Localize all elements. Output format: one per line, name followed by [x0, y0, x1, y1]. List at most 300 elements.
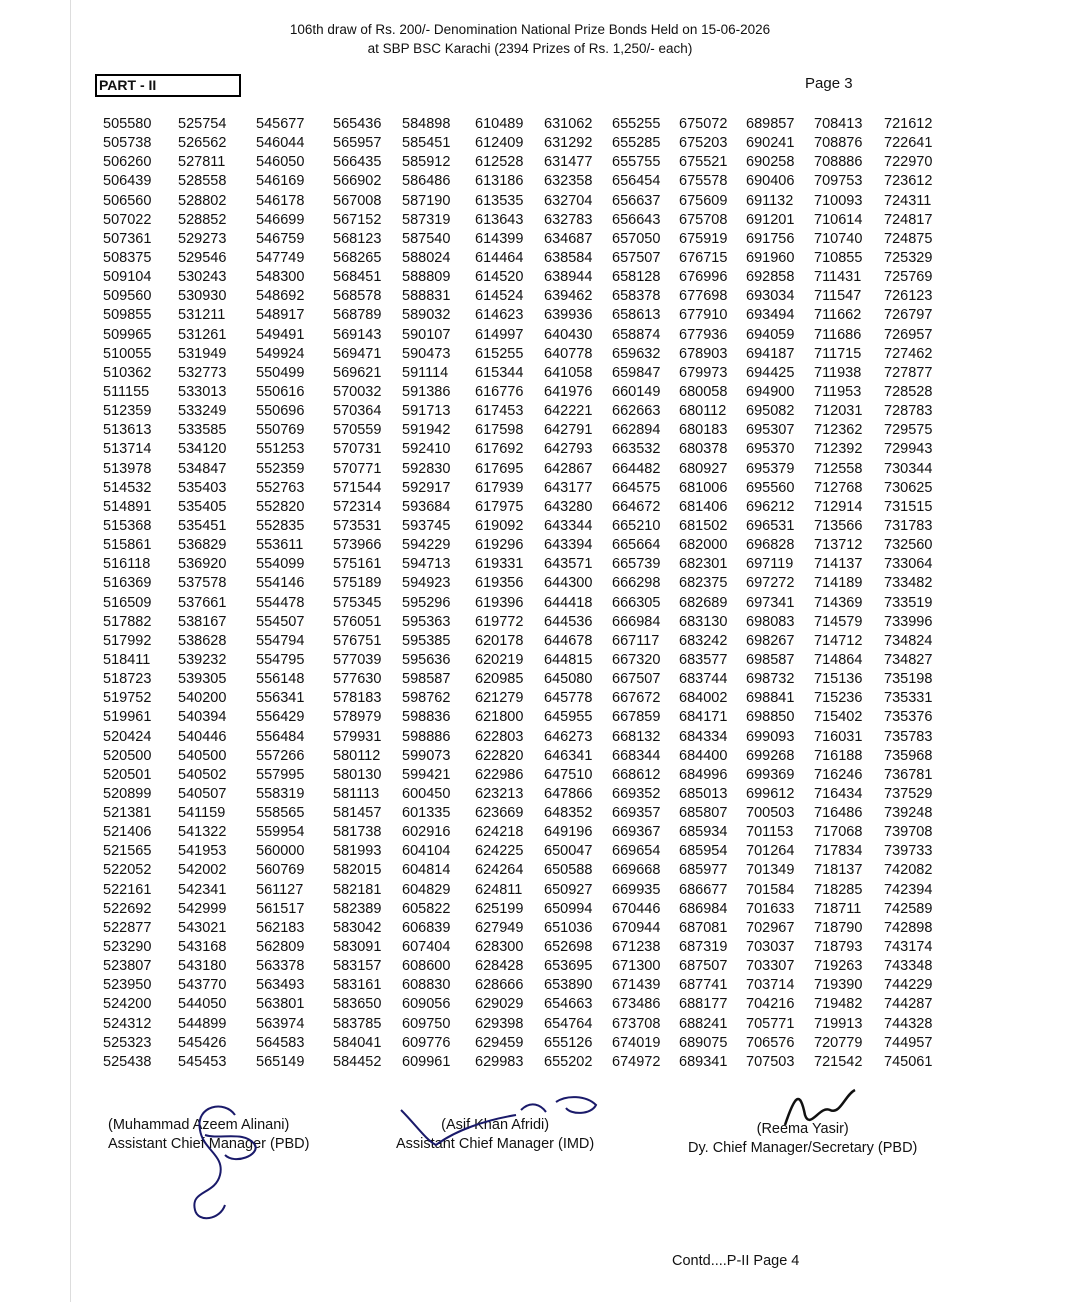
- bond-number: 657050: [612, 230, 661, 247]
- bond-number: 525754: [178, 116, 227, 132]
- bond-number: 506439: [103, 173, 152, 190]
- bond-number: 735783: [884, 728, 933, 745]
- bond-number: 694900: [746, 383, 795, 400]
- bond-number: 624264: [475, 862, 524, 879]
- bond-number: 592830: [402, 460, 451, 477]
- bond-number: 717834: [814, 843, 863, 860]
- table-row: [103, 842, 943, 861]
- bond-number: 705771: [746, 1015, 795, 1032]
- bond-number: 537578: [178, 575, 227, 592]
- bond-number: 519961: [103, 709, 152, 726]
- bond-number: 540200: [178, 690, 227, 707]
- bond-number: 590473: [402, 345, 451, 362]
- bond-number: 556148: [256, 671, 305, 688]
- bond-number: 704216: [746, 996, 795, 1013]
- bond-number: 608600: [402, 958, 451, 975]
- bond-number: 727877: [884, 364, 933, 381]
- bond-number: 613535: [475, 192, 524, 209]
- bond-number: 714712: [814, 632, 863, 649]
- bond-number: 714864: [814, 651, 863, 668]
- bond-number: 593684: [402, 498, 451, 515]
- bond-number: 640430: [544, 326, 593, 343]
- bond-number: 689341: [679, 1053, 728, 1070]
- bond-number: 518723: [103, 671, 152, 688]
- bond-number: 568123: [333, 230, 382, 247]
- table-row: [103, 708, 943, 727]
- bond-number: 724875: [884, 230, 933, 247]
- bond-number: 744328: [884, 1015, 933, 1032]
- bond-number: 518411: [103, 651, 151, 668]
- bond-number: 702967: [746, 919, 795, 936]
- bond-number: 653695: [544, 958, 593, 975]
- bond-number: 699093: [746, 728, 795, 745]
- bond-number: 512359: [103, 403, 152, 420]
- bond-number: 690241: [746, 135, 795, 152]
- bond-number: 739733: [884, 843, 933, 860]
- bond-number: 714137: [814, 556, 863, 573]
- bond-number: 526562: [178, 135, 227, 152]
- bond-number: 538628: [178, 632, 227, 649]
- bond-number: 667117: [612, 632, 660, 649]
- bond-number: 556484: [256, 728, 305, 745]
- bond-number: 505738: [103, 135, 152, 152]
- bond-number: 583650: [333, 996, 382, 1013]
- bond-number: 513978: [103, 460, 152, 477]
- bond-number: 617453: [475, 403, 524, 420]
- bond-number: 599073: [402, 747, 451, 764]
- bond-number: 514891: [103, 498, 152, 515]
- bond-number: 642793: [544, 441, 593, 458]
- bond-number: 537661: [178, 594, 227, 611]
- bond-number: 655255: [612, 116, 661, 132]
- bond-number: 570559: [333, 422, 382, 439]
- bond-number: 583042: [333, 919, 382, 936]
- bond-number: 718711: [814, 900, 862, 917]
- bond-number: 554146: [256, 575, 305, 592]
- bond-number: 614524: [475, 288, 524, 305]
- bond-number: 711686: [814, 326, 862, 343]
- bond-number: 572314: [333, 498, 382, 515]
- bond-number: 671439: [612, 977, 661, 994]
- bond-number: 658613: [612, 307, 661, 324]
- table-row: [103, 823, 943, 842]
- bond-number: 685977: [679, 862, 728, 879]
- bond-number: 675609: [679, 192, 728, 209]
- bond-number: 540394: [178, 709, 227, 726]
- bond-number: 617975: [475, 498, 524, 515]
- bond-number: 666298: [612, 575, 661, 592]
- bond-number: 624225: [475, 843, 524, 860]
- bond-number: 575161: [333, 556, 382, 573]
- bond-number: 588831: [402, 288, 451, 305]
- bond-number: 669357: [612, 805, 661, 822]
- bond-number: 548300: [256, 269, 305, 286]
- bond-number: 571544: [333, 479, 382, 496]
- bond-number: 708413: [814, 116, 863, 132]
- bond-number: 566435: [333, 154, 382, 171]
- bond-number: 693494: [746, 307, 795, 324]
- bond-number: 511155: [103, 383, 150, 400]
- bond-number: 573966: [333, 537, 382, 554]
- bond-number: 712031: [814, 403, 863, 420]
- bond-number: 623213: [475, 785, 524, 802]
- bond-number: 623669: [475, 805, 524, 822]
- bond-number: 619296: [475, 537, 524, 554]
- table-row: [103, 976, 943, 995]
- bond-number: 724817: [884, 211, 933, 228]
- bond-number: 614464: [475, 249, 524, 266]
- bond-number: 551253: [256, 441, 305, 458]
- bond-number: 569621: [333, 364, 382, 381]
- bond-number: 681406: [679, 498, 728, 515]
- bond-number: 521406: [103, 824, 152, 841]
- bond-number: 668132: [612, 728, 661, 745]
- bond-number: 683242: [679, 632, 728, 649]
- bond-number: 691756: [746, 230, 795, 247]
- bond-number: 581457: [333, 805, 382, 822]
- table-row: [103, 747, 943, 766]
- bond-number: 744229: [884, 977, 933, 994]
- bond-number: 567152: [333, 211, 382, 228]
- bond-number: 577630: [333, 671, 382, 688]
- table-row: [103, 555, 943, 574]
- bond-number: 714369: [814, 594, 863, 611]
- bond-number: 570731: [333, 441, 382, 458]
- table-row: [103, 1053, 943, 1072]
- bond-number: 594713: [402, 556, 451, 573]
- bond-number: 598886: [402, 728, 451, 745]
- bond-number: 699369: [746, 766, 795, 783]
- bond-number: 604829: [402, 881, 451, 898]
- bond-number: 647510: [544, 766, 593, 783]
- bond-number: 720779: [814, 1034, 863, 1051]
- bond-number: 732560: [884, 537, 933, 554]
- bond-number: 614997: [475, 326, 524, 343]
- bond-number: 575345: [333, 594, 382, 611]
- bond-number: 520899: [103, 785, 152, 802]
- bond-number: 712768: [814, 479, 863, 496]
- bond-number: 703307: [746, 958, 795, 975]
- bond-number: 691201: [746, 211, 795, 228]
- bond-number: 669367: [612, 824, 661, 841]
- bond-number: 510362: [103, 364, 152, 381]
- table-row: [103, 881, 943, 900]
- table-row: [103, 594, 943, 613]
- bond-number: 550499: [256, 364, 305, 381]
- bond-number: 710740: [814, 230, 863, 247]
- bond-number: 698841: [746, 690, 795, 707]
- bond-number: 712362: [814, 422, 863, 439]
- bond-number: 533013: [178, 383, 227, 400]
- bond-number: 727462: [884, 345, 933, 362]
- bond-number: 687319: [679, 939, 728, 956]
- bond-number: 532773: [178, 364, 227, 381]
- bond-number: 718790: [814, 919, 863, 936]
- bond-number: 680927: [679, 460, 728, 477]
- bond-number: 728528: [884, 383, 933, 400]
- bond-number: 558319: [256, 785, 305, 802]
- bond-number: 733519: [884, 594, 933, 611]
- bond-number: 687081: [679, 919, 728, 936]
- bond-number: 510055: [103, 345, 152, 362]
- bond-number: 619396: [475, 594, 524, 611]
- bond-number: 507022: [103, 211, 152, 228]
- bond-number: 642867: [544, 460, 593, 477]
- bond-number: 541322: [178, 824, 227, 841]
- bond-number: 541953: [178, 843, 227, 860]
- bond-number: 654663: [544, 996, 593, 1013]
- bond-number: 549924: [256, 345, 305, 362]
- bond-number: 717068: [814, 824, 863, 841]
- bond-number: 676996: [679, 269, 728, 286]
- bond-number: 565957: [333, 135, 382, 152]
- bond-number: 563378: [256, 958, 305, 975]
- table-row: [103, 421, 943, 440]
- bond-number: 524200: [103, 996, 152, 1013]
- bond-number: 547749: [256, 249, 305, 266]
- bond-number: 658874: [612, 326, 661, 343]
- bond-number: 669935: [612, 881, 661, 898]
- bond-number: 606839: [402, 919, 451, 936]
- bond-number: 662894: [612, 422, 661, 439]
- document-header: [270, 20, 790, 58]
- bond-number: 643571: [544, 556, 593, 573]
- bond-number: 541159: [178, 805, 226, 822]
- bond-number: 552820: [256, 498, 305, 515]
- bond-number: 523807: [103, 958, 152, 975]
- bond-number: 529546: [178, 249, 227, 266]
- bond-number: 643394: [544, 537, 593, 554]
- bond-number: 528558: [178, 173, 227, 190]
- bond-number: 614623: [475, 307, 524, 324]
- bond-number: 524312: [103, 1015, 152, 1032]
- bond-number: 617939: [475, 479, 524, 496]
- bond-number: 545453: [178, 1053, 227, 1070]
- bond-number: 711953: [814, 383, 862, 400]
- bond-number: 697119: [746, 556, 794, 573]
- bond-number: 540507: [178, 785, 227, 802]
- bond-number: 535451: [178, 517, 227, 534]
- bond-number: 627949: [475, 919, 524, 936]
- bond-number: 639462: [544, 288, 593, 305]
- bond-number: 559954: [256, 824, 305, 841]
- bond-number: 698850: [746, 709, 795, 726]
- bond-number: 710093: [814, 192, 863, 209]
- bond-number: 581738: [333, 824, 382, 841]
- bond-number: 609750: [402, 1015, 451, 1032]
- bond-number: 677698: [679, 288, 728, 305]
- bond-number: 697341: [746, 594, 795, 611]
- bond-number: 628428: [475, 958, 524, 975]
- bond-number: 643280: [544, 498, 593, 515]
- bond-number: 689075: [679, 1034, 728, 1051]
- bond-number: 667320: [612, 651, 661, 668]
- bond-number: 591386: [402, 383, 451, 400]
- bond-number: 619092: [475, 517, 524, 534]
- bond-number: 685013: [679, 785, 728, 802]
- table-row: [103, 172, 943, 191]
- bond-number: 712558: [814, 460, 863, 477]
- bond-number: 711662: [814, 307, 862, 324]
- bond-number: 569143: [333, 326, 382, 343]
- bond-number: 632358: [544, 173, 593, 190]
- bond-number: 745061: [884, 1053, 933, 1070]
- bond-number: 675578: [679, 173, 728, 190]
- bond-number: 530930: [178, 288, 227, 305]
- bond-number: 552763: [256, 479, 305, 496]
- prize-number-table: [103, 115, 943, 1072]
- bond-number: 685807: [679, 805, 728, 822]
- bond-number: 610489: [475, 116, 524, 132]
- bond-number: 687507: [679, 958, 728, 975]
- bond-number: 568789: [333, 307, 382, 324]
- bond-number: 669654: [612, 843, 661, 860]
- bond-number: 617598: [475, 422, 524, 439]
- table-row: [103, 900, 943, 919]
- bond-number: 648352: [544, 805, 593, 822]
- bond-number: 575189: [333, 575, 382, 592]
- table-row: [103, 728, 943, 747]
- bond-number: 508375: [103, 249, 152, 266]
- table-row: [103, 613, 943, 632]
- bond-number: 601335: [402, 805, 451, 822]
- bond-number: 556429: [256, 709, 305, 726]
- bond-number: 590107: [402, 326, 451, 343]
- bond-number: 680112: [679, 403, 727, 420]
- continuation-note: Contd....P-II Page 4: [672, 1253, 800, 1269]
- bond-number: 624811: [475, 881, 523, 898]
- header-line-2: at SBP BSC Karachi (2394 Prizes of Rs. 1,250/- each): [367, 41, 693, 56]
- bond-number: 588024: [402, 249, 451, 266]
- bond-number: 734827: [884, 651, 933, 668]
- bond-number: 560000: [256, 843, 305, 860]
- bond-number: 583091: [333, 939, 382, 956]
- bond-number: 568578: [333, 288, 382, 305]
- bond-number: 639936: [544, 307, 593, 324]
- bond-number: 683744: [679, 671, 728, 688]
- bond-number: 731783: [884, 517, 933, 534]
- bond-number: 696531: [746, 517, 795, 534]
- bond-number: 664672: [612, 498, 661, 515]
- bond-number: 721542: [814, 1053, 863, 1070]
- bond-number: 684400: [679, 747, 728, 764]
- bond-number: 645778: [544, 690, 593, 707]
- bond-number: 598762: [402, 690, 451, 707]
- bond-number: 744287: [884, 996, 933, 1013]
- bond-number: 632704: [544, 192, 593, 209]
- bond-number: 675708: [679, 211, 728, 228]
- bond-number: 655202: [544, 1053, 593, 1070]
- table-row: [103, 632, 943, 651]
- bond-number: 525323: [103, 1034, 152, 1051]
- bond-number: 616776: [475, 383, 524, 400]
- bond-number: 549491: [256, 326, 305, 343]
- bond-number: 739248: [884, 805, 933, 822]
- bond-number: 554507: [256, 613, 305, 630]
- bond-number: 531261: [178, 326, 227, 343]
- signature-scrawl-left: [165, 1095, 275, 1230]
- bond-number: 515861: [103, 537, 152, 554]
- bond-number: 735376: [884, 709, 933, 726]
- table-row: [103, 861, 943, 880]
- bond-number: 742589: [884, 900, 933, 917]
- bond-number: 565149: [256, 1053, 305, 1070]
- bond-number: 730625: [884, 479, 933, 496]
- bond-number: 716246: [814, 766, 863, 783]
- bond-number: 631477: [544, 154, 593, 171]
- bond-number: 657507: [612, 249, 661, 266]
- bond-number: 703037: [746, 939, 795, 956]
- bond-number: 698267: [746, 632, 795, 649]
- signatory-name: (Muhammad Azeem Alinani): [108, 1117, 290, 1133]
- bond-number: 655755: [612, 154, 661, 171]
- bond-number: 506560: [103, 192, 152, 209]
- bond-number: 522052: [103, 862, 152, 879]
- bond-number: 644300: [544, 575, 593, 592]
- bond-number: 701349: [746, 862, 795, 879]
- bond-number: 520500: [103, 747, 152, 764]
- bond-number: 685934: [679, 824, 728, 841]
- bond-number: 711547: [814, 288, 862, 305]
- bond-number: 668612: [612, 766, 661, 783]
- bond-number: 609776: [402, 1034, 451, 1051]
- bond-number: 711938: [814, 364, 862, 381]
- bond-number: 595296: [402, 594, 451, 611]
- signatory-title: Assistant Chief Manager (PBD): [108, 1136, 310, 1152]
- bond-number: 644418: [544, 594, 593, 611]
- bond-number: 612409: [475, 135, 524, 152]
- bond-number: 546169: [256, 173, 305, 190]
- bond-number: 591114: [402, 364, 449, 381]
- bond-number: 617692: [475, 441, 524, 458]
- bond-number: 676715: [679, 249, 728, 266]
- bond-number: 644678: [544, 632, 593, 649]
- bond-number: 685954: [679, 843, 728, 860]
- bond-number: 711715: [814, 345, 862, 362]
- bond-number: 662663: [612, 403, 661, 420]
- bond-number: 563974: [256, 1015, 305, 1032]
- bond-number: 708876: [814, 135, 863, 152]
- bond-number: 531949: [178, 345, 227, 362]
- bond-number: 539232: [178, 651, 227, 668]
- bond-number: 528802: [178, 192, 227, 209]
- bond-number: 613186: [475, 173, 524, 190]
- bond-number: 505580: [103, 116, 152, 132]
- bond-number: 552359: [256, 460, 305, 477]
- bond-number: 522877: [103, 919, 152, 936]
- bond-number: 706576: [746, 1034, 795, 1051]
- bond-number: 619356: [475, 575, 524, 592]
- bond-number: 665210: [612, 517, 661, 534]
- bond-number: 591713: [402, 403, 451, 420]
- bond-number: 670944: [612, 919, 661, 936]
- bond-number: 583161: [333, 977, 382, 994]
- bond-number: 563493: [256, 977, 305, 994]
- table-row: [103, 498, 943, 517]
- bond-number: 736781: [884, 766, 933, 783]
- bond-number: 677936: [679, 326, 728, 343]
- bond-number: 677910: [679, 307, 728, 324]
- table-row: [103, 479, 943, 498]
- bond-number: 686984: [679, 900, 728, 917]
- bond-number: 570364: [333, 403, 382, 420]
- bond-number: 546050: [256, 154, 305, 171]
- table-row: [103, 1034, 943, 1053]
- table-row: [103, 287, 943, 306]
- table-row: [103, 995, 943, 1014]
- bond-number: 565436: [333, 116, 382, 132]
- bond-number: 594229: [402, 537, 451, 554]
